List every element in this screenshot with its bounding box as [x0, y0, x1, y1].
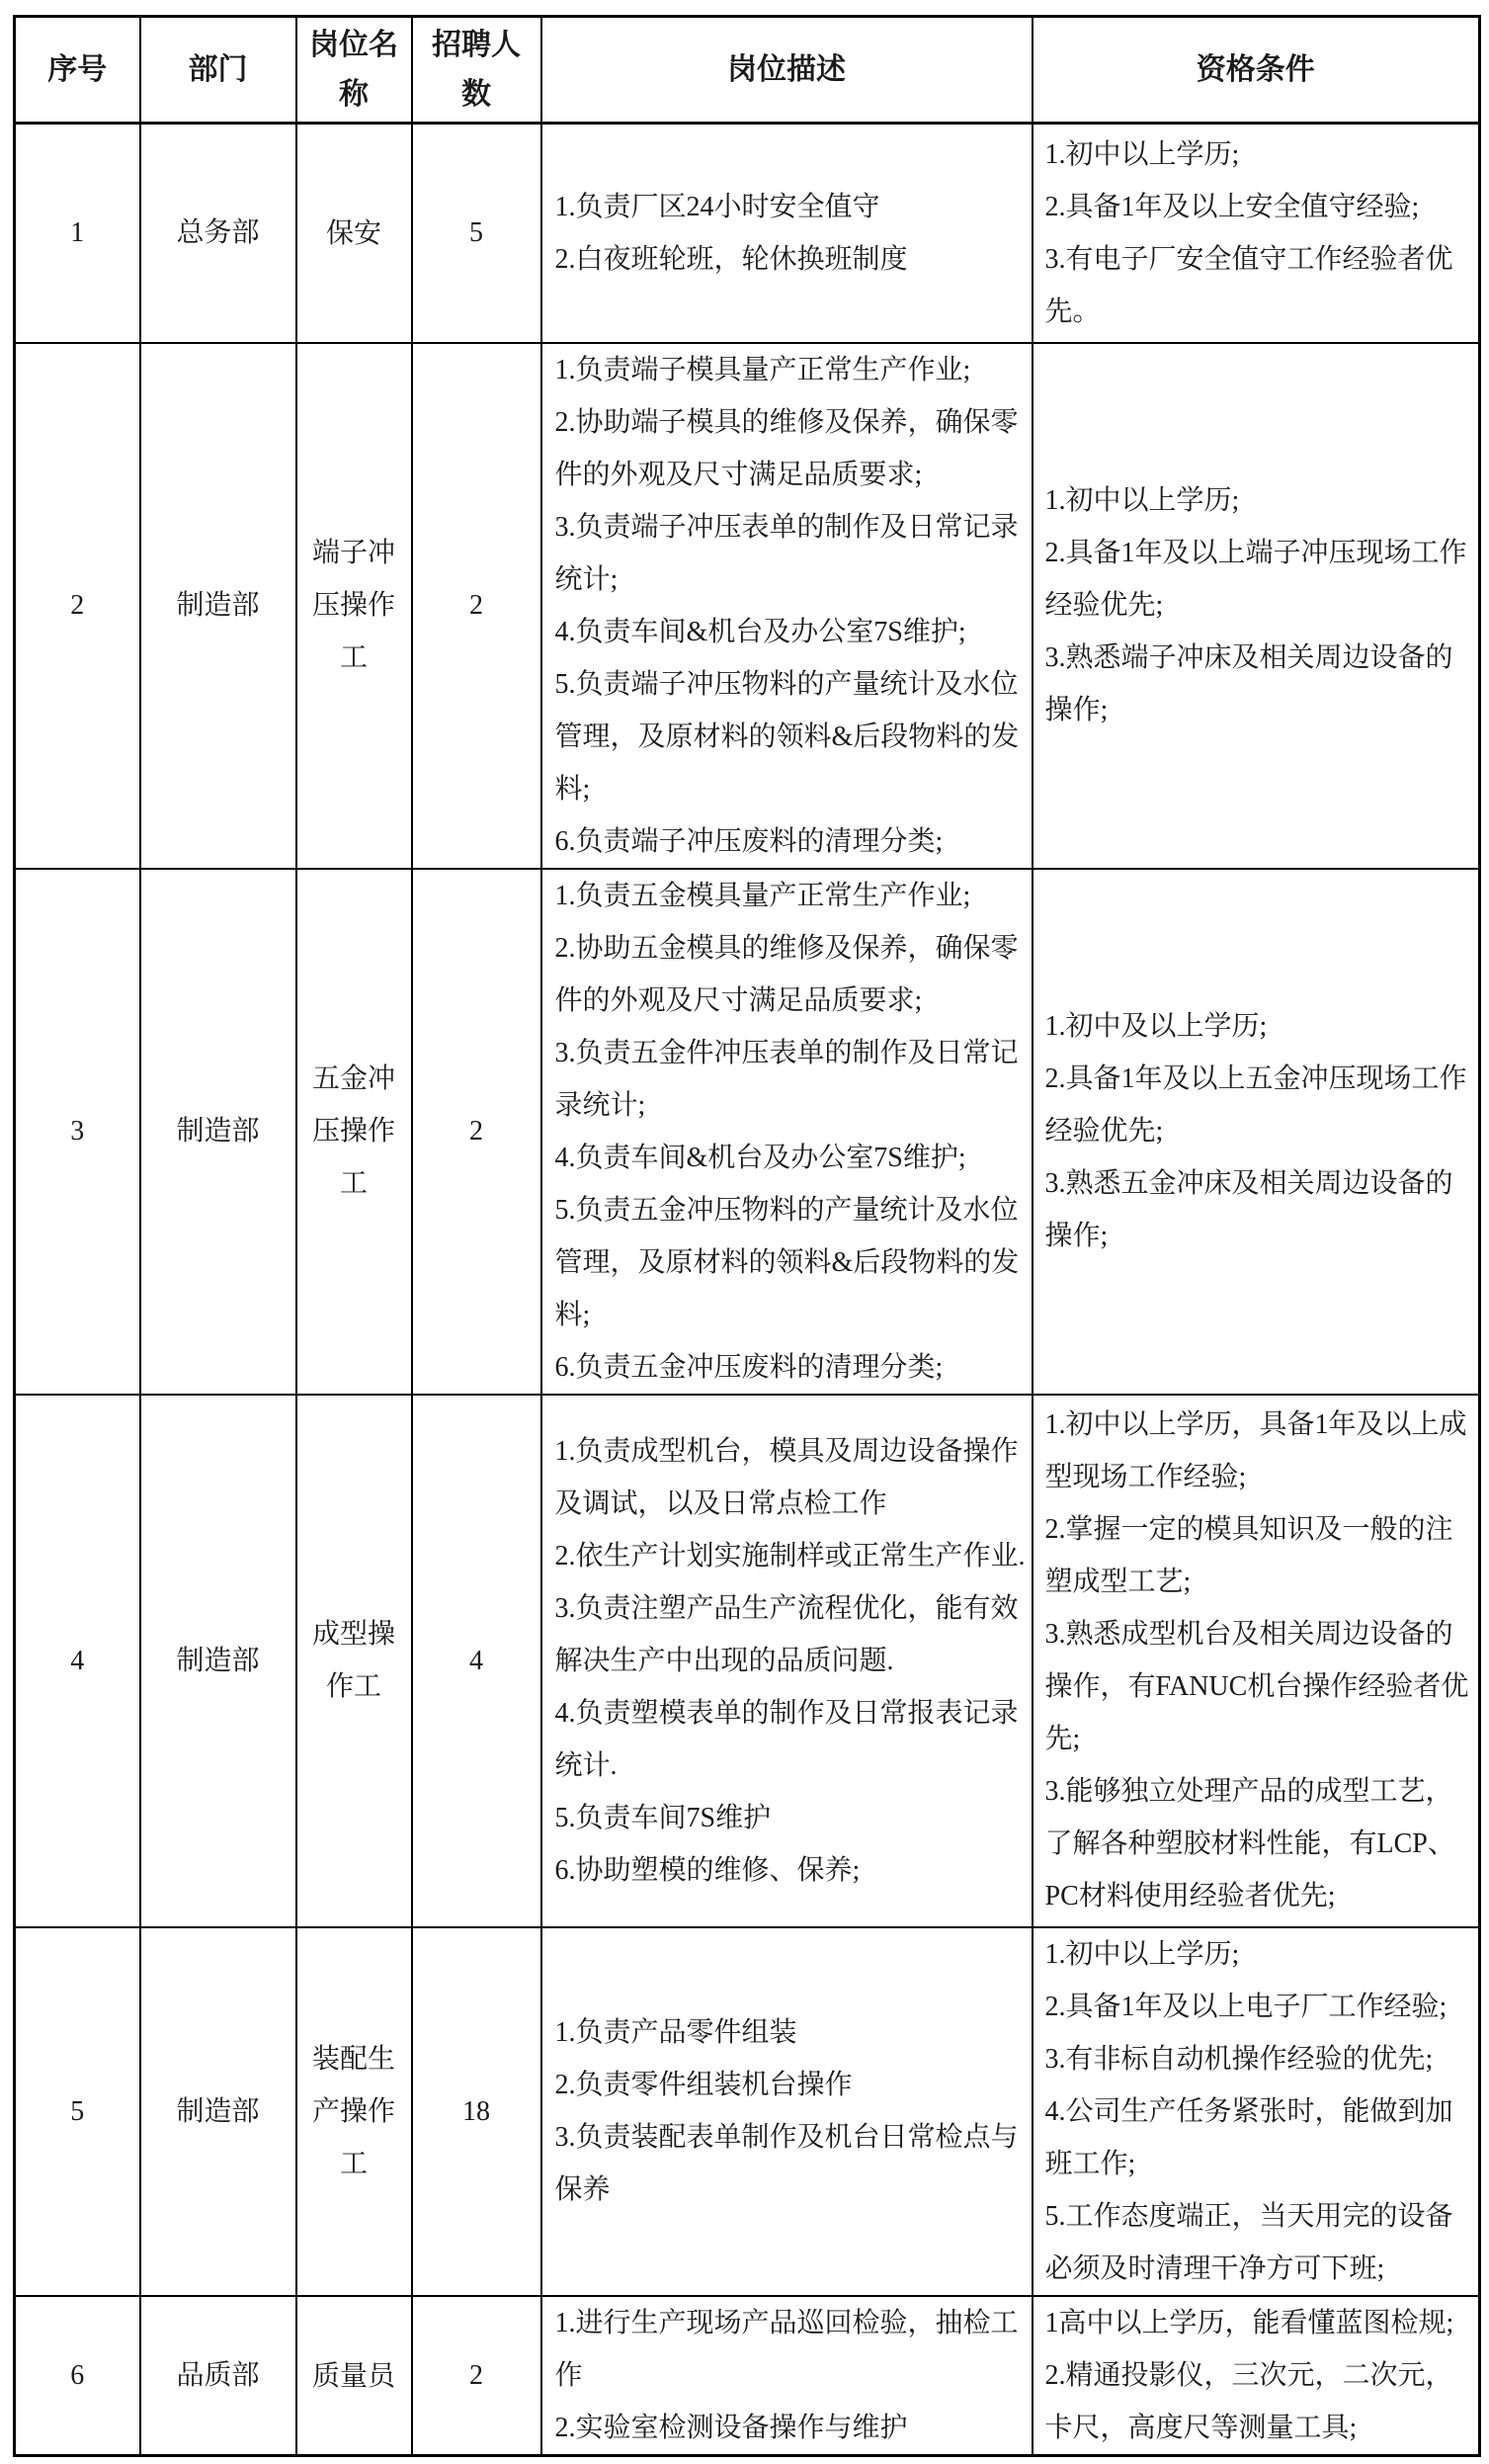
table-row: [15, 124, 1480, 343]
cell-position: [296, 124, 412, 343]
cell-qualifications: [1033, 1395, 1480, 1927]
description-item: 2.白夜班轮班，轮休换班制度: [554, 243, 908, 275]
position-label: 成型操作工: [311, 1619, 395, 1702]
description-item: 3.负责端子冲压表单的制作及日常记录统计;: [554, 511, 1019, 595]
cell-qualifications: [1033, 343, 1480, 869]
qualification-item: 5.工作态度端正，当天用完的设备必须及时清理干净方可下班;: [1044, 2200, 1453, 2284]
description-item: 6.负责五金冲压废料的清理分类;: [554, 1351, 944, 1383]
description-item: 4.负责车间&机台及办公室7S维护;: [554, 616, 966, 647]
cell-department: 制造部: [140, 1395, 296, 1927]
table-header: [15, 17, 1480, 124]
cell-count: 18: [412, 1927, 541, 2296]
header-count: [412, 17, 541, 124]
description-item: 2.依生产计划实施制样或正常生产作业.: [554, 1540, 1026, 1572]
cell-description: [541, 343, 1033, 869]
description-item: 5.负责五金冲压物料的产量统计及水位管理，及原材料的领料&后段物料的发料;: [554, 1194, 1020, 1330]
description-item: 4.负责塑模表单的制作及日常报表记录统计.: [554, 1697, 1019, 1781]
qualification-item: 1.初中以上学历;: [1044, 1938, 1240, 1970]
position-label: 保安: [325, 218, 381, 250]
cell-qualifications: [1033, 869, 1480, 1395]
position-label: 质量员: [311, 2360, 395, 2392]
cell-no: 1: [15, 124, 140, 343]
qualification-item: 3.有电子厂安全值守工作经验者优先。: [1044, 243, 1453, 327]
cell-no: 6: [15, 2296, 140, 2456]
qualification-item: 3.熟悉成型机台及相关周边设备的操作，有FANUC机台操作经验者优先;: [1044, 1619, 1469, 1754]
header-description-label: 岗位描述: [727, 52, 846, 86]
header-position: [296, 17, 412, 124]
qualification-item: 2.具备1年及以上安全值守经验;: [1044, 191, 1420, 222]
qualification-item: 2.具备1年及以上端子冲压现场工作经验优先;: [1044, 538, 1467, 621]
header-department-label: 部门: [188, 52, 248, 86]
table-row: [15, 343, 1480, 869]
header-no: [15, 17, 140, 124]
header-count-label: 招聘人数: [432, 28, 521, 111]
cell-position: [296, 1927, 412, 2296]
header-qualifications: [1033, 17, 1480, 124]
cell-department: 制造部: [140, 343, 296, 869]
cell-description: [541, 1395, 1033, 1927]
description-item: 1.负责产品零件组装: [554, 2017, 797, 2048]
cell-department: 制造部: [140, 1927, 296, 2296]
cell-description: [541, 869, 1033, 1395]
cell-qualifications: [1033, 1927, 1480, 2296]
cell-no: 2: [15, 343, 140, 869]
header-position-label: 岗位名称: [309, 28, 398, 111]
cell-count: 2: [412, 2296, 541, 2456]
qualification-item: 1高中以上学历，能看懂蓝图检规;: [1044, 2307, 1454, 2338]
cell-no: 3: [15, 869, 140, 1395]
position-label: 端子冲压操作工: [311, 538, 395, 673]
cell-qualifications: [1033, 124, 1480, 343]
qualification-item: 1.初中以上学历，具备1年及以上成型现场工作经验;: [1044, 1409, 1467, 1492]
header-no-label: 序号: [47, 52, 108, 86]
description-item: 3.负责装配表单制作及机台日常检点与保养: [554, 2122, 1019, 2205]
qualification-item: 2.具备1年及以上五金冲压现场工作经验优先;: [1044, 1063, 1467, 1147]
cell-department: 总务部: [140, 124, 296, 343]
table-row: [15, 1927, 1480, 2296]
cell-count: 2: [412, 343, 541, 869]
table-row: [15, 1395, 1480, 1927]
cell-no: 5: [15, 1927, 140, 2296]
cell-department: 制造部: [140, 869, 296, 1395]
description-item: 5.负责端子冲压物料的产量统计及水位管理，及原材料的领料&后段物料的发料;: [554, 668, 1020, 805]
description-item: 2.协助五金模具的维修及保养，确保零件的外观及尺寸满足品质要求;: [554, 932, 1019, 1016]
cell-count: 2: [412, 869, 541, 1395]
qualification-item: 2.掌握一定的模具知识及一般的注塑成型工艺;: [1044, 1514, 1453, 1597]
qualification-item: 3.熟悉端子冲床及相关周边设备的操作;: [1044, 642, 1453, 725]
recruitment-table: [13, 15, 1481, 2457]
description-item: 4.负责车间&机台及办公室7S维护;: [554, 1142, 966, 1173]
qualification-item: 1.初中以上学历;: [1044, 485, 1240, 516]
description-item: 1.负责端子模具量产正常生产作业;: [554, 354, 971, 385]
cell-qualifications: [1033, 2296, 1480, 2456]
position-label: 装配生产操作工: [311, 2043, 395, 2179]
position-label: 五金冲压操作工: [311, 1063, 395, 1199]
cell-description: [541, 124, 1033, 343]
description-item: 5.负责车间7S维护: [554, 1802, 772, 1833]
cell-count: 4: [412, 1395, 541, 1927]
cell-no: 4: [15, 1395, 140, 1927]
qualification-item: 3.能够独立处理产品的成型工艺，了解各种塑胶材料性能，有LCP、PC材料使用经验者优先;: [1044, 1776, 1455, 1912]
header-department: [140, 17, 296, 124]
cell-description: [541, 2296, 1033, 2456]
qualification-item: 3.有非标自动机操作经验的优先;: [1044, 2043, 1434, 2075]
description-item: 3.负责注塑产品生产流程优化，能有效解决生产中出现的品质问题.: [554, 1592, 1019, 1676]
qualification-item: 1.初中及以上学历;: [1044, 1011, 1268, 1042]
cell-position: [296, 343, 412, 869]
qualification-item: 3.熟悉五金冲床及相关周边设备的操作;: [1044, 1168, 1453, 1251]
qualification-item: 1.初中以上学历;: [1044, 138, 1240, 170]
description-item: 6.负责端子冲压废料的清理分类;: [554, 825, 944, 857]
qualification-item: 2.具备1年及以上电子厂工作经验;: [1044, 1991, 1448, 2022]
table-row: [15, 2296, 1480, 2456]
header-row: [15, 17, 1480, 124]
description-item: 3.负责五金件冲压表单的制作及日常记录统计;: [554, 1037, 1019, 1121]
description-item: 1.负责成型机台，模具及周边设备操作及调试，以及日常点检工作: [554, 1435, 1019, 1519]
qualification-item: 2.精通投影仪，三次元，二次元，卡尺，高度尺等测量工具;: [1044, 2359, 1453, 2443]
cell-department: 品质部: [140, 2296, 296, 2456]
cell-description: [541, 1927, 1033, 2296]
description-item: 1.负责五金模具量产正常生产作业;: [554, 880, 971, 911]
cell-position: [296, 869, 412, 1395]
qualification-item: 4.公司生产任务紧张时，能做到加班工作;: [1044, 2095, 1453, 2179]
table-row: [15, 869, 1480, 1395]
header-description: [541, 17, 1033, 124]
cell-position: [296, 2296, 412, 2456]
description-item: 1.进行生产现场产品巡回检验，抽检工作: [554, 2307, 1019, 2391]
table-body: [15, 124, 1480, 2456]
cell-position: [296, 1395, 412, 1927]
description-item: 1.负责厂区24小时安全值守: [554, 191, 880, 222]
header-qualifications-label: 资格条件: [1196, 52, 1315, 86]
cell-count: 5: [412, 124, 541, 343]
description-item: 2.实验室检测设备操作与维护: [554, 2412, 908, 2443]
description-item: 2.负责零件组装机台操作: [554, 2070, 853, 2100]
description-item: 2.协助端子模具的维修及保养，确保零件的外观及尺寸满足品质要求;: [554, 406, 1019, 490]
description-item: 6.协助塑模的维修、保养;: [554, 1854, 861, 1886]
